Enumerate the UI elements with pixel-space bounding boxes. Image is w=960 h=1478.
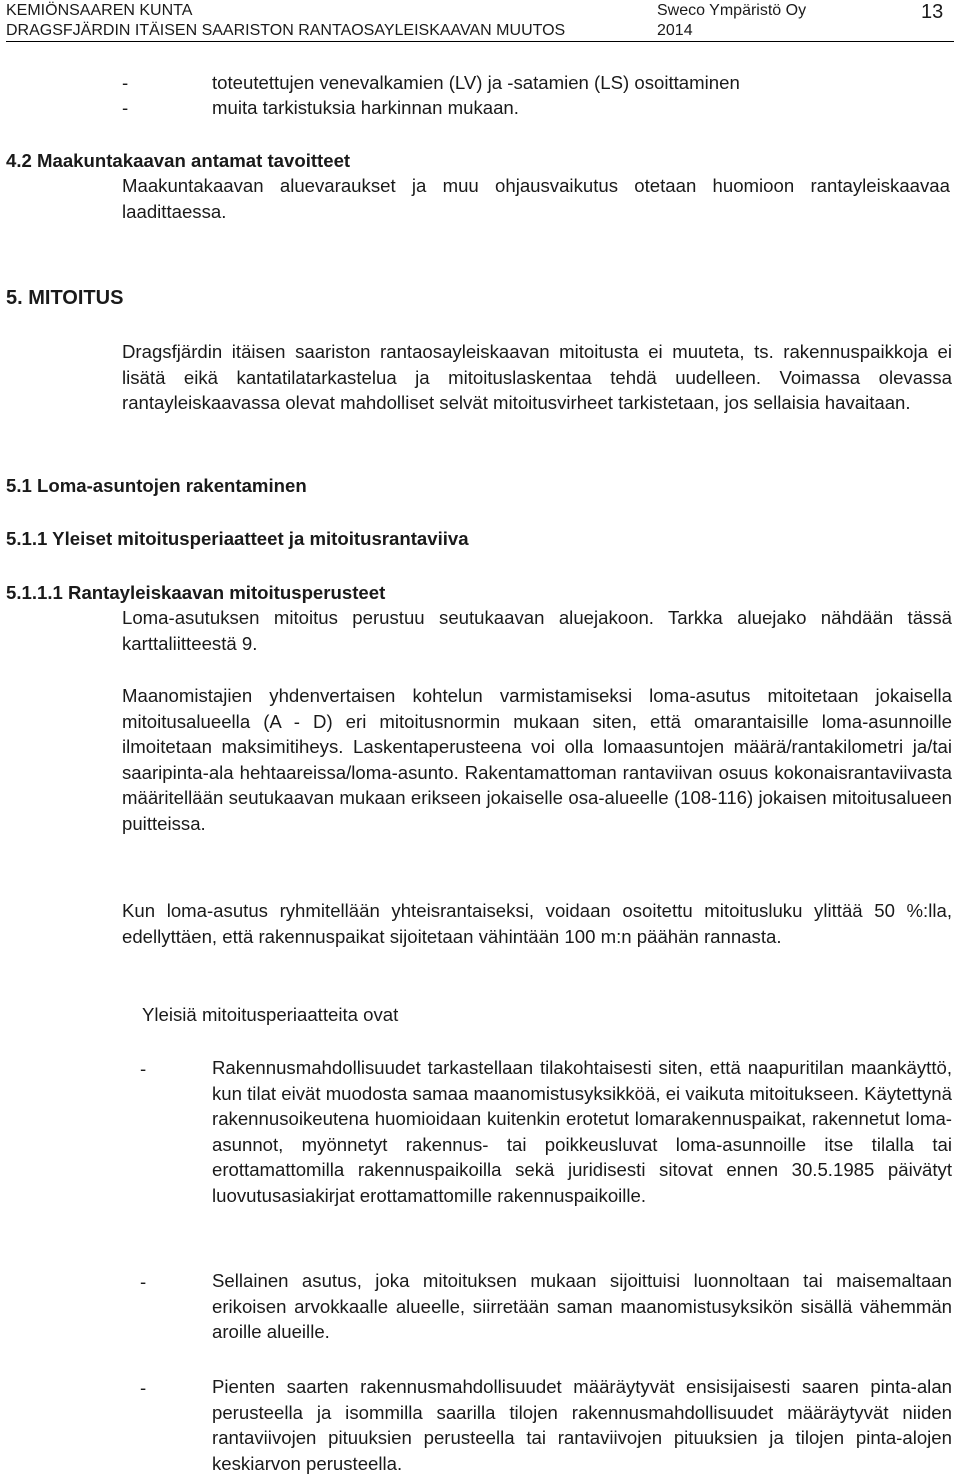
header-right <box>657 1 806 41</box>
paragraph: Maanomistajien yhdenvertaisen kohtelun varmistamiseksi loma-asutus mitoitetaan jokaisella mitoitusalueella (A - D) eri mitoitusnormin mukaan siten, että omarantaisille loma-asunnoille ilmoitetaan maksimitiheys. Laskentaperusteena voi olla lomaasuntojen määrä/rantakilometri ja/tai saaripinta-ala hehtaareissa/loma-asunto. Rakentamattoman rantaviivan osuus kokonaisrantaviivasta määritellään seutukaavan mukaan erikseen jokaiselle osa-alueelle (108-116) jokaisen mitoitusalueen puitteissa. <box>122 685 952 834</box>
page-header <box>6 0 954 42</box>
top-list-item: muita tarkistuksia harkinnan mukaan. <box>212 97 519 118</box>
header-org: KEMIÖNSAAREN KUNTA <box>6 2 193 19</box>
top-list-item: toteutettujen venevalkamien (LV) ja -satamien (LS) osoittaminen <box>212 72 740 93</box>
paragraph: Kun loma-asutus ryhmitellään yhteisrantaiseksi, voidaan osoitettu mitoitusluku ylittää 50 %:lla, edellyttäen, että rakennuspaikat sijoitetaan vähintään 100 m:n päähän rannasta. <box>122 900 952 947</box>
section-5-body: Dragsfjärdin itäisen saariston rantaosayleiskaavan mitoitusta ei muuteta, ts. rakennuspaikkoja ei lisätä eikä kantatilatarkastelua ja mitoituslaskentaa tehdä uudelleen. Voimassa olevassa rantayleiskaavassa olevat mahdolliset selvät mitoitusvirheet tarkistetaan, jos sellaisia havaitaan. <box>122 341 952 414</box>
section-5-1-1-1-body: Loma-asutuksen mitoitus perustuu seutukaavan aluejakoon. Tarkka aluejako nähdään tässä karttaliitteestä 9. <box>122 607 952 654</box>
dash-marker: - <box>140 1377 147 1398</box>
dash-marker: - <box>140 1271 147 1292</box>
dash-marker: - <box>140 1058 147 1079</box>
section-heading-5-1-1: 5.1.1 Yleiset mitoitusperiaatteet ja mitoitusrantaviiva <box>6 528 469 549</box>
principle-item: Rakennusmahdollisuudet tarkastellaan tilakohtaisesti siten, että naapuritilan maankäyttö, kun tilat eivät muodosta samaa maanomistusyksikköä, ei vaikuta mitoitukseen. Käytettynä rakennusoikeutena huomioidaan kuitenkin erotetut lomarakennuspaikat, rakennetut loma-asunnot, myönnetyt rakennus- tai poikkeusluvat loma-asunnoille itse tilalla tai erottamattomilla rakennuspaikoilla sekä juridisesti sitovat ennen 30.5.1985 päivätyt luovutusasiakirjat erottamattomille rakennuspaikoille. <box>212 1057 952 1206</box>
section-heading-5-1-1-1: 5.1.1.1 Rantayleiskaavan mitoitusperusteet <box>6 582 386 603</box>
dash-marker: - <box>122 72 129 93</box>
section-heading-5-1: 5.1 Loma-asuntojen rakentaminen <box>6 475 307 496</box>
section-heading-5: 5. MITOITUS <box>6 287 124 309</box>
header-doc-title: DRAGSFJÄRDIN ITÄISEN SAARISTON RANTAOSAYLEISKAAVAN MUUTOS <box>6 22 566 39</box>
page-number: 13 <box>921 1 944 23</box>
section-4-2-body: Maakuntakaavan aluevaraukset ja muu ohjausvaikutus otetaan huomioon rantayleiskaavaa laadittaessa. <box>122 175 950 222</box>
header-year: 2014 <box>657 22 693 39</box>
section-heading-4-2: 4.2 Maakuntakaavan antamat tavoitteet <box>6 150 351 171</box>
header-rule <box>6 41 954 42</box>
principle-item: Pienten saarten rakennusmahdollisuudet määräytyvät ensisijaisesti saaren pinta-alan perusteella ja isommilla saarilla tilojen rakennusmahdollisuudet määräytyvät niiden rantaviivojen pituuksien perusteella tai rantaviivojen pituuksien ja tilojen pinta-alojen keskiarvon perusteella. <box>212 1376 952 1474</box>
header-company: Sweco Ympäristö Oy <box>657 2 807 19</box>
header-left <box>6 1 565 41</box>
principle-item: Sellainen asutus, joka mitoituksen mukaan sijoittuisi luonnoltaan tai maisemaltaan erikoisen arvokkaalle alueelle, siirretään saman maanomistusyksikön sisällä vähemmän aroille alueille. <box>212 1270 952 1343</box>
dash-marker: - <box>122 97 129 118</box>
principles-intro: Yleisiä mitoitusperiaatteita ovat <box>142 1004 399 1025</box>
